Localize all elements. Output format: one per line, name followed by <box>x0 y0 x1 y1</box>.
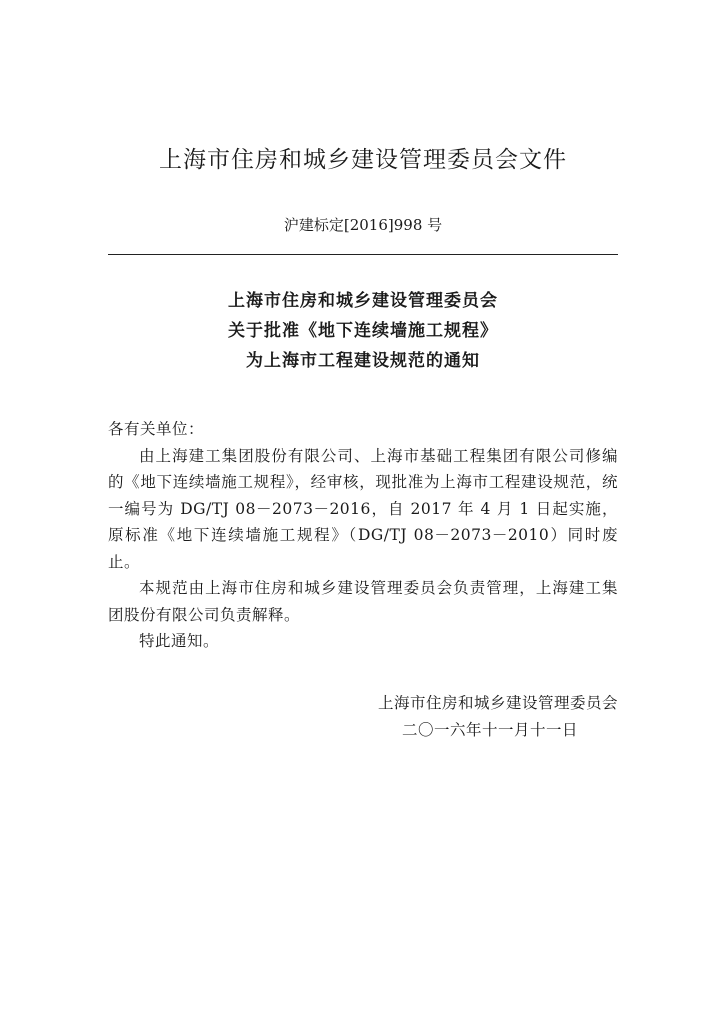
document-header-title: 上海市住房和城乡建设管理委员会文件 <box>159 147 567 173</box>
header-divider <box>108 254 618 255</box>
document-number: 沪建标定[2016]998 号 <box>283 216 443 234</box>
notice-title-line-2: 关于批准《地下连续墙施工规程》 <box>228 321 498 341</box>
issue-date: 二〇一六年十一月十一日 <box>401 720 578 739</box>
closing-line: 特此通知。 <box>139 632 220 650</box>
notice-title-line-3: 为上海市工程建设规范的通知 <box>246 351 480 371</box>
notice-title-line-1: 上海市住房和城乡建设管理委员会 <box>228 291 498 311</box>
issuer-name: 上海市住房和城乡建设管理委员会 <box>377 694 618 712</box>
notice-body <box>108 416 618 655</box>
body-paragraph-2: 本规范由上海市住房和城乡建设管理委员会负责管理，上海建工集团股份有限公司负责解释。 <box>108 579 618 624</box>
notice-title <box>0 286 726 376</box>
body-paragraph-1: 由上海建工集团股份有限公司、上海市基础工程集团有限公司修编的《地下连续墙施工规程》，经审核，现批准为上海市工程建设规范，统一编号为 DG/TJ 08－2073－2016，自 2017 年 4 月 1 日起实施，原标准《地下连续墙施工规程》（DG/TJ 08－2073－2010）同时废止。 <box>108 446 618 571</box>
signature-block <box>300 690 618 743</box>
salutation: 各有关单位： <box>108 420 205 438</box>
